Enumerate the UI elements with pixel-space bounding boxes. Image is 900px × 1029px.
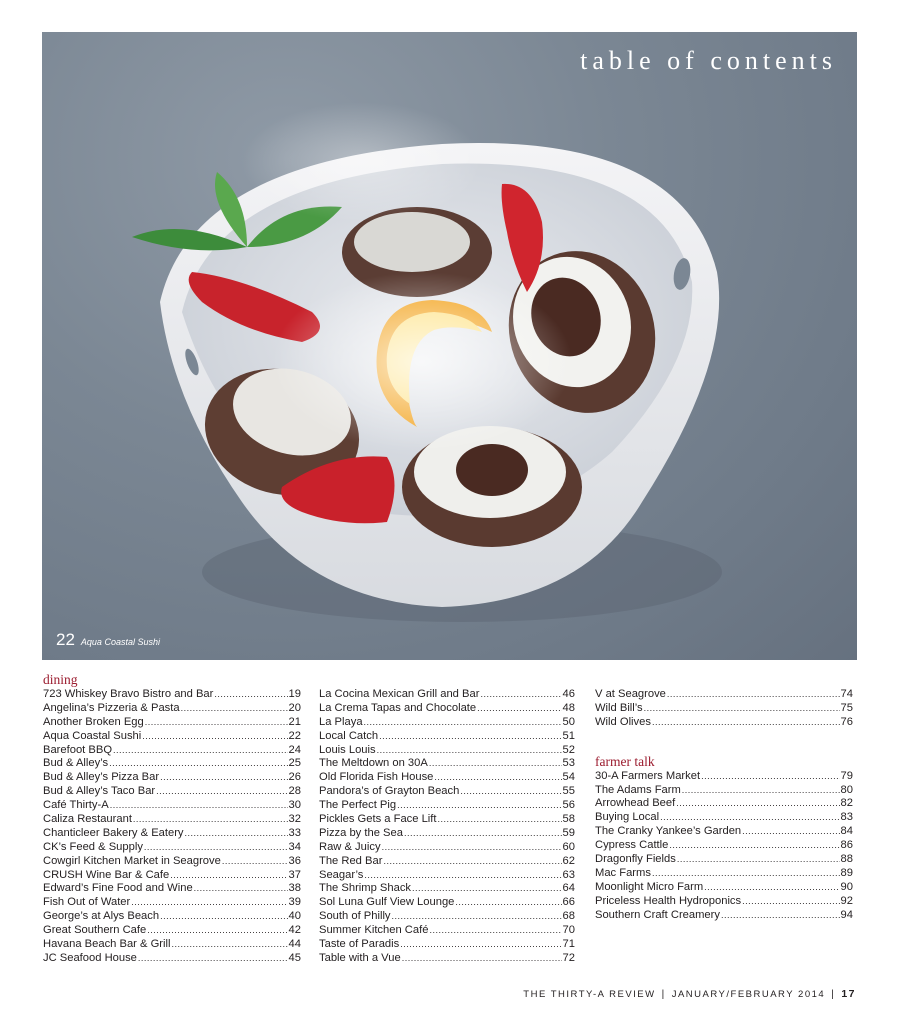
dining-list-1: [43, 688, 301, 966]
entry-page: 25: [288, 757, 301, 770]
entry-page: 50: [562, 715, 575, 728]
hero-photo: [42, 32, 857, 660]
entry-name: 30-A Farmers Market: [595, 769, 701, 782]
toc-entry: [319, 938, 575, 952]
entry-name: Caliza Restaurant: [43, 813, 132, 826]
toc-entry: [43, 882, 301, 896]
entry-name: Wild Olives: [595, 715, 651, 728]
entry-name: The Adams Farm: [595, 783, 681, 796]
publication-name: THE THIRTY-A REVIEW: [523, 988, 656, 1000]
entry-name: The Cranky Yankee’s Garden: [595, 825, 742, 838]
dot-leader: [480, 688, 561, 702]
entry-page: 53: [562, 757, 575, 770]
entry-page: 68: [562, 910, 575, 923]
entry-page: 51: [562, 729, 575, 742]
entry-page: 40: [288, 910, 301, 923]
dot-leader: [160, 910, 287, 924]
toc-entry: [43, 841, 301, 855]
entry-name: The Shrimp Shack: [319, 882, 412, 895]
dot-leader: [644, 702, 840, 716]
entry-name: Wild Bill’s: [595, 701, 643, 714]
entry-page: 84: [840, 825, 853, 838]
dot-leader: [110, 799, 288, 813]
hero-title: table of contents: [580, 46, 837, 75]
dot-leader: [660, 811, 839, 825]
entry-name: George’s at Alys Beach: [43, 910, 160, 923]
section-title-farmer-talk: farmer talk: [595, 753, 655, 769]
entry-name: La Crema Tapas and Chocolate: [319, 701, 477, 714]
dot-leader: [477, 702, 561, 716]
dessert-bowl-illustration: [42, 32, 857, 660]
entry-page: 54: [562, 771, 575, 784]
entry-page: 79: [840, 769, 853, 782]
entry-name: The Meltdown on 30A: [319, 757, 428, 770]
dot-leader: [677, 853, 840, 867]
entry-page: 83: [840, 811, 853, 824]
toc-entry: [319, 896, 575, 910]
footer-separator: |: [661, 988, 666, 1000]
toc-entry: [595, 867, 853, 881]
toc-entry: [319, 785, 575, 799]
entry-name: Mac Farms: [595, 866, 651, 879]
dot-leader: [364, 869, 561, 883]
entry-page: 64: [562, 882, 575, 895]
entry-page: 86: [840, 839, 853, 852]
toc-entry: [43, 827, 301, 841]
entry-name: Louis Louis: [319, 743, 376, 756]
entry-page: 56: [562, 799, 575, 812]
entry-page: 80: [840, 783, 853, 796]
toc-entry: [319, 799, 575, 813]
dot-leader: [131, 896, 287, 910]
entry-name: Cowgirl Kitchen Market in Seagrove: [43, 854, 221, 867]
entry-page: 42: [288, 924, 301, 937]
dot-leader: [113, 744, 288, 758]
entry-page: 76: [840, 715, 853, 728]
entry-name: The Perfect Pig: [319, 799, 397, 812]
toc-entry: [319, 716, 575, 730]
dot-leader: [194, 882, 288, 896]
spacer: [319, 672, 575, 688]
entry-page: 20: [288, 701, 301, 714]
dot-leader: [704, 881, 839, 895]
entry-name: Edward’s Fine Food and Wine: [43, 882, 193, 895]
dot-leader: [133, 813, 288, 827]
page-footer: [523, 988, 856, 1000]
entry-page: 34: [288, 840, 301, 853]
dot-leader: [364, 716, 562, 730]
dot-leader: [721, 909, 840, 923]
toc-entry: [319, 869, 575, 883]
toc-entry: [319, 952, 575, 966]
entry-name: Pandora’s of Grayton Beach: [319, 785, 460, 798]
entry-name: V at Seagrove: [595, 688, 666, 700]
toc-entry: [595, 895, 853, 909]
footer-separator: |: [831, 988, 836, 1000]
caption-text: Aqua Coastal Sushi: [80, 637, 160, 647]
dining-list-3: [595, 688, 853, 730]
toc-entry: [43, 688, 301, 702]
toc-entry: [595, 881, 853, 895]
toc-entry: [319, 757, 575, 771]
entry-name: Bud & Alley’s Pizza Bar: [43, 771, 160, 784]
entry-name: La Playa: [319, 715, 363, 728]
entry-name: Table with a Vue: [319, 951, 401, 964]
entry-name: Raw & Juicy: [319, 840, 381, 853]
toc-entry: [595, 839, 853, 853]
toc-entry: [43, 744, 301, 758]
spacer: [595, 672, 853, 688]
toc-entry: [43, 799, 301, 813]
entry-name: JC Seafood House: [43, 951, 137, 964]
entry-name: Bud & Alley’s Taco Bar: [43, 785, 156, 798]
dot-leader: [682, 784, 840, 798]
entry-page: 66: [562, 896, 575, 909]
dot-leader: [185, 827, 288, 841]
toc-entry: [319, 827, 575, 841]
dot-leader: [109, 757, 287, 771]
entry-name: Local Catch: [319, 729, 379, 742]
toc-entry: [595, 853, 853, 867]
toc-entry: [43, 757, 301, 771]
entry-name: Priceless Health Hydroponics: [595, 894, 742, 907]
entry-page: 71: [562, 938, 575, 951]
entry-name: Old Florida Fish House: [319, 771, 434, 784]
entry-name: Buying Local: [595, 811, 660, 824]
entry-page: 55: [562, 785, 575, 798]
entry-name: Great Southern Cafe: [43, 924, 147, 937]
entry-name: Pizza by the Sea: [319, 826, 403, 839]
entry-name: Fish Out of Water: [43, 896, 131, 909]
dot-leader: [402, 952, 562, 966]
entry-page: 60: [562, 840, 575, 853]
toc-entry: [43, 730, 301, 744]
farmer-talk-list: [595, 770, 853, 923]
dot-leader: [397, 799, 561, 813]
entry-page: 63: [562, 868, 575, 881]
dot-leader: [145, 716, 288, 730]
toc-entry: [43, 910, 301, 924]
section-gap: [595, 744, 853, 754]
entry-page: 74: [840, 688, 853, 700]
toc-entry: [43, 869, 301, 883]
dot-leader: [455, 896, 561, 910]
entry-page: 26: [288, 771, 301, 784]
entry-page: 24: [288, 743, 301, 756]
dot-leader: [742, 825, 839, 839]
entry-page: 59: [562, 826, 575, 839]
entry-name: Taste of Paradis: [319, 938, 400, 951]
section-gap: [595, 730, 853, 744]
toc-entry: [319, 855, 575, 869]
entry-name: Dragonfly Fields: [595, 853, 676, 866]
entry-page: 52: [562, 743, 575, 756]
entry-page: 37: [288, 868, 301, 881]
entry-name: Summer Kitchen Café: [319, 924, 429, 937]
dot-leader: [379, 730, 561, 744]
entry-name: La Cocina Mexican Grill and Bar: [319, 688, 480, 700]
entry-page: 22: [288, 729, 301, 742]
toc-entry: [43, 938, 301, 952]
entry-page: 28: [288, 785, 301, 798]
toc-entry: [43, 855, 301, 869]
toc-entry: [595, 797, 853, 811]
caption-page-number: 22: [56, 630, 75, 649]
entry-name: Bud & Alley’s: [43, 757, 109, 770]
toc-entry: [43, 785, 301, 799]
entry-page: 21: [288, 715, 301, 728]
dot-leader: [429, 757, 562, 771]
dot-leader: [652, 867, 840, 881]
entry-name: Pickles Gets a Face Lift: [319, 813, 437, 826]
page-number: 17: [841, 988, 856, 1000]
dot-leader: [460, 785, 561, 799]
entry-page: 62: [562, 854, 575, 867]
dining-list-2: [319, 688, 575, 966]
toc-entry: [43, 896, 301, 910]
dot-leader: [667, 688, 840, 702]
entry-page: 70: [562, 924, 575, 937]
dot-leader: [742, 895, 839, 909]
entry-page: 90: [840, 880, 853, 893]
dot-leader: [214, 688, 287, 702]
entry-name: Café Thirty-A: [43, 799, 109, 812]
entry-name: Arrowhead Beef: [595, 797, 676, 810]
entry-page: 30: [288, 799, 301, 812]
toc-entry: [319, 730, 575, 744]
dot-leader: [138, 952, 288, 966]
dot-leader: [392, 910, 562, 924]
entry-name: Moonlight Micro Farm: [595, 880, 704, 893]
photo-caption: [56, 630, 160, 650]
section-title-dining: dining: [43, 672, 78, 687]
dot-leader: [429, 924, 561, 938]
entry-page: 82: [840, 797, 853, 810]
entry-page: 75: [840, 701, 853, 714]
entry-name: CK’s Feed & Supply: [43, 840, 143, 853]
toc-entry: [319, 771, 575, 785]
dot-leader: [142, 730, 287, 744]
entry-name: Seagar’s: [319, 868, 364, 881]
toc-entry: [43, 813, 301, 827]
toc-entry: [319, 702, 575, 716]
entry-name: Barefoot BBQ: [43, 743, 113, 756]
entry-page: 38: [288, 882, 301, 895]
dot-leader: [181, 702, 288, 716]
toc-entry: [319, 688, 575, 702]
toc-entry: [43, 771, 301, 785]
toc-entry: [43, 924, 301, 938]
toc-entry: [595, 716, 853, 730]
entry-name: Angelina’s Pizzeria & Pasta: [43, 701, 180, 714]
toc-entry: [43, 716, 301, 730]
entry-page: 58: [562, 813, 575, 826]
entry-page: 46: [562, 688, 575, 700]
dot-leader: [434, 771, 561, 785]
toc-entry: [319, 744, 575, 758]
toc-entry: [43, 952, 301, 966]
dot-leader: [377, 744, 562, 758]
entry-name: Another Broken Egg: [43, 715, 144, 728]
toc-entry: [595, 825, 853, 839]
entry-page: 89: [840, 866, 853, 879]
dot-leader: [412, 882, 562, 896]
dot-leader: [383, 855, 561, 869]
toc-entry: [595, 702, 853, 716]
dot-leader: [147, 924, 287, 938]
toc-entry: [43, 702, 301, 716]
entry-page: 19: [288, 688, 301, 700]
entry-page: 33: [288, 826, 301, 839]
dot-leader: [701, 770, 839, 784]
entry-name: Southern Craft Creamery: [595, 908, 720, 921]
entry-page: 72: [562, 951, 575, 964]
toc-entry: [319, 841, 575, 855]
dot-leader: [676, 797, 839, 811]
toc-entry: [595, 688, 853, 702]
dot-leader: [382, 841, 562, 855]
dot-leader: [144, 841, 288, 855]
entry-name: Sol Luna Gulf View Lounge: [319, 896, 455, 909]
entry-name: Havana Beach Bar & Grill: [43, 938, 171, 951]
toc-columns: [43, 672, 857, 977]
entry-name: Aqua Coastal Sushi: [43, 729, 142, 742]
entry-name: Chanticleer Bakery & Eatery: [43, 826, 184, 839]
entry-page: 94: [840, 908, 853, 921]
toc-column-2: [319, 672, 575, 966]
toc-entry: [319, 813, 575, 827]
entry-name: Cypress Cattle: [595, 839, 669, 852]
entry-page: 48: [562, 701, 575, 714]
entry-name: 723 Whiskey Bravo Bistro and Bar: [43, 688, 214, 700]
dot-leader: [160, 771, 287, 785]
toc-entry: [319, 924, 575, 938]
dot-leader: [222, 855, 288, 869]
dot-leader: [171, 938, 287, 952]
issue-date: JANUARY/FEBRUARY 2014: [671, 988, 826, 1000]
entry-name: South of Philly: [319, 910, 391, 923]
entry-page: 88: [840, 853, 853, 866]
toc-entry: [319, 882, 575, 896]
entry-page: 92: [840, 894, 853, 907]
dot-leader: [404, 827, 562, 841]
dot-leader: [652, 716, 840, 730]
toc-entry: [595, 811, 853, 825]
entry-page: 32: [288, 813, 301, 826]
entry-name: The Red Bar: [319, 854, 383, 867]
toc-entry: [595, 909, 853, 923]
dot-leader: [669, 839, 839, 853]
dot-leader: [170, 869, 287, 883]
toc-entry: [319, 910, 575, 924]
entry-page: 44: [288, 938, 301, 951]
toc-column-3: [595, 672, 853, 922]
dot-leader: [438, 813, 562, 827]
entry-page: 36: [288, 854, 301, 867]
dot-leader: [400, 938, 561, 952]
dot-leader: [156, 785, 287, 799]
entry-page: 45: [288, 951, 301, 964]
entry-page: 39: [288, 896, 301, 909]
toc-column-1: [43, 672, 301, 966]
toc-entry: [595, 770, 853, 784]
entry-name: CRUSH Wine Bar & Cafe: [43, 868, 170, 881]
toc-entry: [595, 784, 853, 798]
